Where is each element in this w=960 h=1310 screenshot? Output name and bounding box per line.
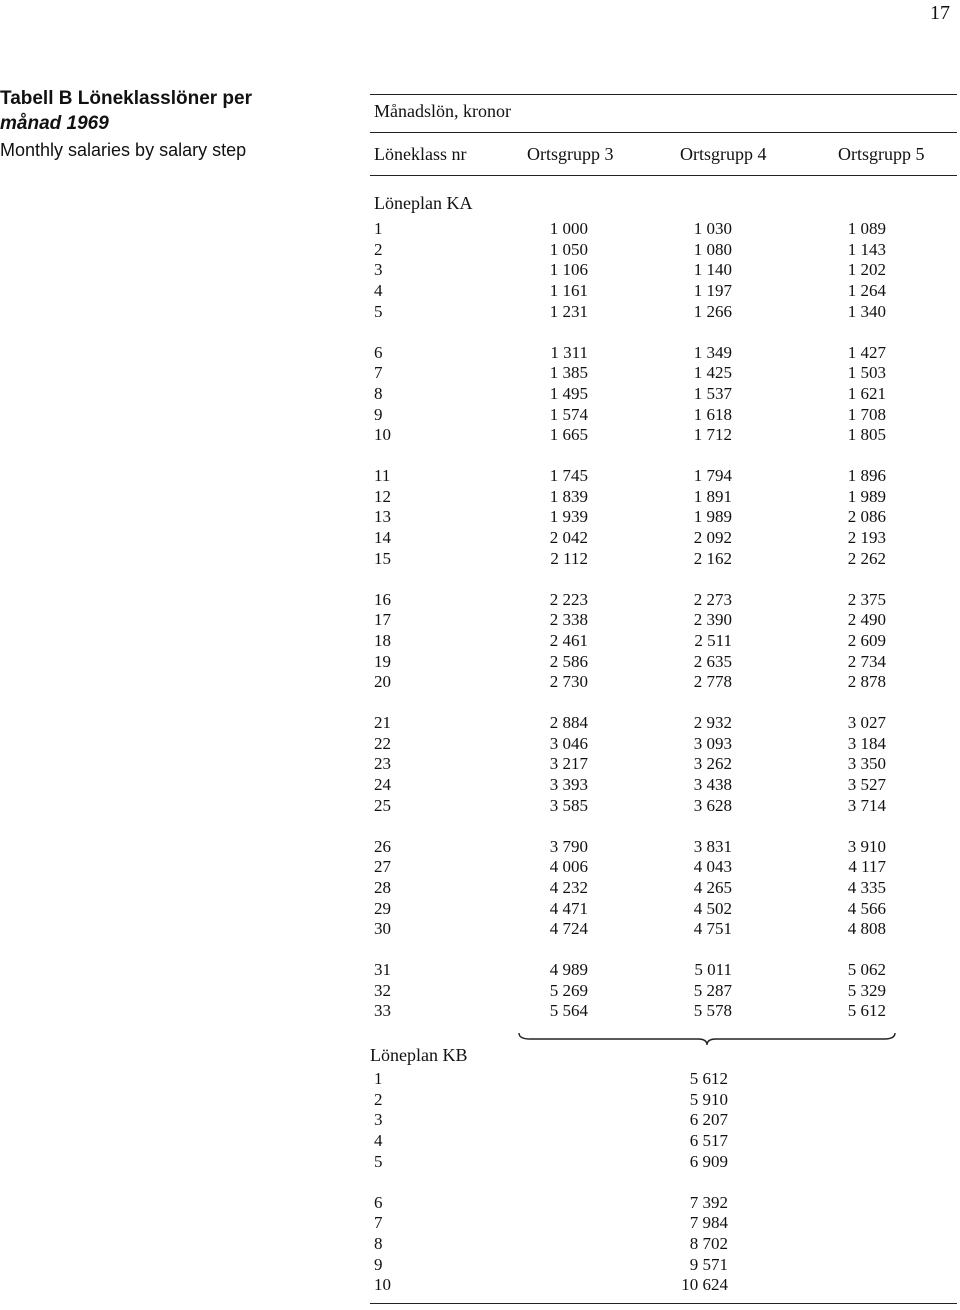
column-header-ortsgrupp-5: Ortsgrupp 5 xyxy=(838,144,925,164)
ortsgrupp-4-value: 3 093 xyxy=(693,733,732,753)
salary-class-number: 3 xyxy=(374,260,383,280)
salary-class-number: 10 xyxy=(374,425,391,445)
ortsgrupp-4-value: 3 628 xyxy=(693,795,732,815)
ortsgrupp-5-value: 3 027 xyxy=(847,713,886,732)
ortsgrupp-3-value: 1 106 xyxy=(549,260,588,280)
ortsgrupp-5-value: 1 896 xyxy=(847,466,886,485)
table-row xyxy=(0,280,960,301)
ortsgrupp-5-value: 1 089 xyxy=(847,219,886,238)
plan-kb-label: Löneplan KB xyxy=(370,1045,468,1065)
ortsgrupp-3-value: 1 050 xyxy=(549,239,588,259)
table-row xyxy=(0,527,960,548)
table-row xyxy=(0,795,960,816)
ortsgrupp-5-value: 1 427 xyxy=(847,342,886,362)
salary-class-number: 32 xyxy=(374,980,391,1000)
salary-class-number: 6 xyxy=(374,342,383,362)
ortsgrupp-5-value: 1 340 xyxy=(847,301,886,321)
ortsgrupp-3-value: 1 839 xyxy=(549,486,588,506)
salary-class-number: 10 xyxy=(374,1275,391,1295)
salary-class-number: 9 xyxy=(374,404,383,424)
ortsgrupp-5-value: 1 503 xyxy=(847,363,886,383)
ortsgrupp-3-value: 1 665 xyxy=(549,425,588,445)
table-row xyxy=(0,1068,960,1089)
ortsgrupp-3-value: 2 586 xyxy=(549,651,588,671)
ortsgrupp-4-value: 1 618 xyxy=(693,404,732,424)
ortsgrupp-4-value: 1 537 xyxy=(693,383,732,403)
salary-class-number: 11 xyxy=(374,466,391,485)
ortsgrupp-5-value: 2 262 xyxy=(847,548,886,568)
salary-class-number: 7 xyxy=(374,363,383,383)
salary-class-number: 18 xyxy=(374,630,391,650)
table-row xyxy=(0,856,960,877)
ortsgrupp-4-value: 3 831 xyxy=(693,836,732,856)
table-row xyxy=(0,404,960,425)
ortsgrupp-4-value: 4 502 xyxy=(693,898,732,918)
salary-value: 10 624 xyxy=(681,1275,728,1295)
ortsgrupp-4-value: 2 273 xyxy=(693,589,732,609)
ortsgrupp-3-value: 4 006 xyxy=(549,857,588,877)
ortsgrupp-4-value: 1 425 xyxy=(693,363,732,383)
ortsgrupp-5-value: 1 621 xyxy=(847,383,886,403)
ortsgrupp-4-value: 1 266 xyxy=(693,301,732,321)
ortsgrupp-4-value: 5 578 xyxy=(693,1001,732,1021)
salary-class-number: 13 xyxy=(374,507,391,527)
column-header-ortsgrupp-3: Ortsgrupp 3 xyxy=(527,144,614,164)
ortsgrupp-3-value: 2 112 xyxy=(550,548,588,568)
table-row xyxy=(0,609,960,630)
table-row xyxy=(0,218,960,239)
salary-class-number: 22 xyxy=(374,733,391,753)
salary-class-number: 24 xyxy=(374,775,391,795)
salary-class-number: 23 xyxy=(374,754,391,774)
ortsgrupp-3-value: 2 338 xyxy=(549,610,588,630)
ortsgrupp-4-value: 1 891 xyxy=(693,486,732,506)
salary-class-number: 5 xyxy=(374,1151,383,1171)
ortsgrupp-4-value: 4 751 xyxy=(693,919,732,939)
table-row xyxy=(0,342,960,363)
ortsgrupp-4-value: 1 080 xyxy=(693,239,732,259)
ortsgrupp-5-value: 2 193 xyxy=(847,528,886,548)
ortsgrupp-4-value: 1 712 xyxy=(693,425,732,445)
salary-value: 9 571 xyxy=(689,1254,728,1274)
table-row xyxy=(0,465,960,486)
ortsgrupp-4-value: 3 438 xyxy=(693,775,732,795)
ortsgrupp-5-value: 1 143 xyxy=(847,239,886,259)
ortsgrupp-4-value: 4 265 xyxy=(693,877,732,897)
ortsgrupp-4-value: 5 287 xyxy=(693,980,732,1000)
table-row xyxy=(0,898,960,919)
table-row xyxy=(0,589,960,610)
salary-class-number: 5 xyxy=(374,301,383,321)
salary-class-number: 1 xyxy=(374,219,383,238)
salary-class-number: 8 xyxy=(374,1233,383,1253)
ortsgrupp-5-value: 1 708 xyxy=(847,404,886,424)
table-row xyxy=(0,651,960,672)
ortsgrupp-4-value: 1 140 xyxy=(693,260,732,280)
ortsgrupp-5-value: 2 375 xyxy=(847,589,886,609)
salary-class-number: 7 xyxy=(374,1213,383,1233)
table-row xyxy=(0,753,960,774)
table-row xyxy=(0,506,960,527)
salary-class-number: 8 xyxy=(374,383,383,403)
ortsgrupp-4-value: 2 635 xyxy=(693,651,732,671)
salary-value: 7 392 xyxy=(689,1192,728,1212)
table-title-line-1: Tabell B Löneklasslöner per xyxy=(0,88,253,109)
ortsgrupp-4-value: 1 989 xyxy=(693,507,732,527)
unit-label: Månadslön, kronor xyxy=(374,101,511,121)
ortsgrupp-3-value: 5 269 xyxy=(549,980,588,1000)
ortsgrupp-4-value: 1 794 xyxy=(693,466,732,485)
table-row xyxy=(0,1233,960,1254)
table-row xyxy=(0,424,960,445)
ortsgrupp-5-value: 3 714 xyxy=(847,795,886,815)
ortsgrupp-5-value: 3 910 xyxy=(847,836,886,856)
ortsgrupp-5-value: 3 350 xyxy=(847,754,886,774)
ortsgrupp-5-value: 4 566 xyxy=(847,898,886,918)
salary-class-number: 33 xyxy=(374,1001,391,1021)
salary-class-number: 12 xyxy=(374,486,391,506)
bottom-rule xyxy=(370,1303,957,1304)
table-row xyxy=(0,836,960,857)
salary-class-number: 17 xyxy=(374,610,391,630)
ortsgrupp-5-value: 3 184 xyxy=(847,733,886,753)
ortsgrupp-3-value: 3 046 xyxy=(549,733,588,753)
ortsgrupp-4-value: 3 262 xyxy=(693,754,732,774)
table-row xyxy=(0,671,960,692)
ortsgrupp-4-value: 2 511 xyxy=(694,630,732,650)
ortsgrupp-5-value: 1 202 xyxy=(847,260,886,280)
ortsgrupp-3-value: 1 939 xyxy=(549,507,588,527)
table-row xyxy=(0,630,960,651)
ortsgrupp-3-value: 1 745 xyxy=(549,466,588,485)
ortsgrupp-5-value: 2 609 xyxy=(847,630,886,650)
ortsgrupp-5-value: 1 989 xyxy=(847,486,886,506)
table-row xyxy=(0,959,960,980)
table-row xyxy=(0,1130,960,1151)
ortsgrupp-3-value: 1 311 xyxy=(550,342,588,362)
salary-class-number: 1 xyxy=(374,1069,383,1088)
ortsgrupp-4-value: 2 390 xyxy=(693,610,732,630)
column-header-ortsgrupp-4: Ortsgrupp 4 xyxy=(680,144,767,164)
table-row xyxy=(0,239,960,260)
table-row xyxy=(0,1254,960,1275)
table-title-line-2: månad 1969 xyxy=(0,113,109,134)
page-number: 17 xyxy=(930,2,950,24)
table-row xyxy=(0,1109,960,1130)
ortsgrupp-4-value: 4 043 xyxy=(693,857,732,877)
ortsgrupp-3-value: 1 000 xyxy=(549,219,588,238)
ortsgrupp-5-value: 4 117 xyxy=(848,857,886,877)
salary-class-number: 27 xyxy=(374,857,391,877)
table-row xyxy=(0,1000,960,1021)
ortsgrupp-3-value: 3 790 xyxy=(549,836,588,856)
column-header-class: Löneklass nr xyxy=(374,144,467,164)
table-subtitle: Monthly salaries by salary step xyxy=(0,140,247,160)
ortsgrupp-3-value: 4 989 xyxy=(549,960,588,979)
salary-class-number: 20 xyxy=(374,672,391,692)
salary-class-number: 19 xyxy=(374,651,391,671)
table-row xyxy=(0,712,960,733)
salary-class-number: 4 xyxy=(374,1131,383,1151)
ortsgrupp-5-value: 2 086 xyxy=(847,507,886,527)
plan-ka-label: Löneplan KA xyxy=(374,193,473,213)
top-rule xyxy=(370,94,957,95)
table-row xyxy=(0,733,960,754)
ortsgrupp-3-value: 3 585 xyxy=(549,795,588,815)
salary-class-number: 16 xyxy=(374,589,391,609)
ortsgrupp-5-value: 3 527 xyxy=(847,775,886,795)
ortsgrupp-3-value: 5 564 xyxy=(549,1001,588,1021)
table-row xyxy=(0,1089,960,1110)
table-row xyxy=(0,383,960,404)
ortsgrupp-4-value: 2 092 xyxy=(693,528,732,548)
salary-value: 5 612 xyxy=(689,1069,728,1088)
ortsgrupp-4-value: 1 349 xyxy=(693,342,732,362)
ortsgrupp-3-value: 2 223 xyxy=(549,589,588,609)
salary-value: 8 702 xyxy=(689,1233,728,1253)
salary-class-number: 9 xyxy=(374,1254,383,1274)
salary-class-number: 29 xyxy=(374,898,391,918)
salary-class-number: 3 xyxy=(374,1110,383,1130)
salary-class-number: 30 xyxy=(374,919,391,939)
salary-class-number: 15 xyxy=(374,548,391,568)
ortsgrupp-5-value: 5 062 xyxy=(847,960,886,979)
ortsgrupp-3-value: 2 884 xyxy=(549,713,588,732)
ortsgrupp-3-value: 3 217 xyxy=(549,754,588,774)
ortsgrupp-3-value: 4 232 xyxy=(549,877,588,897)
table-row xyxy=(0,259,960,280)
ortsgrupp-5-value: 2 734 xyxy=(847,651,886,671)
salary-class-number: 6 xyxy=(374,1192,383,1212)
salary-class-number: 31 xyxy=(374,960,391,979)
ortsgrupp-5-value: 2 878 xyxy=(847,672,886,692)
table-row xyxy=(0,301,960,322)
ortsgrupp-5-value: 1 264 xyxy=(847,281,886,301)
table-row xyxy=(0,774,960,795)
salary-class-number: 25 xyxy=(374,795,391,815)
header-rule xyxy=(370,132,957,133)
salary-class-number: 28 xyxy=(374,877,391,897)
table-row xyxy=(0,1274,960,1295)
ortsgrupp-5-value: 2 490 xyxy=(847,610,886,630)
ortsgrupp-3-value: 1 385 xyxy=(549,363,588,383)
table-title-block xyxy=(0,86,360,162)
ortsgrupp-3-value: 2 042 xyxy=(549,528,588,548)
table-row xyxy=(0,1192,960,1213)
ortsgrupp-5-value: 5 329 xyxy=(847,980,886,1000)
ortsgrupp-4-value: 2 162 xyxy=(693,548,732,568)
merge-brace xyxy=(518,1030,896,1046)
table-row xyxy=(0,548,960,569)
column-header-rule xyxy=(370,175,957,176)
ortsgrupp-4-value: 2 778 xyxy=(693,672,732,692)
ortsgrupp-5-value: 5 612 xyxy=(847,1001,886,1021)
ortsgrupp-3-value: 3 393 xyxy=(549,775,588,795)
salary-class-number: 2 xyxy=(374,239,383,259)
ortsgrupp-5-value: 1 805 xyxy=(847,425,886,445)
ortsgrupp-3-value: 1 231 xyxy=(549,301,588,321)
salary-class-number: 14 xyxy=(374,528,391,548)
salary-value: 7 984 xyxy=(689,1213,728,1233)
ortsgrupp-5-value: 4 335 xyxy=(847,877,886,897)
ortsgrupp-3-value: 2 730 xyxy=(549,672,588,692)
ortsgrupp-4-value: 1 197 xyxy=(693,281,732,301)
salary-value: 6 909 xyxy=(689,1151,728,1171)
table-row xyxy=(0,486,960,507)
salary-class-number: 2 xyxy=(374,1089,383,1109)
salary-class-number: 21 xyxy=(374,713,391,732)
salary-class-number: 4 xyxy=(374,281,383,301)
ortsgrupp-3-value: 1 495 xyxy=(549,383,588,403)
table-row xyxy=(0,1212,960,1233)
ortsgrupp-3-value: 2 461 xyxy=(549,630,588,650)
ortsgrupp-3-value: 4 724 xyxy=(549,919,588,939)
salary-value: 6 517 xyxy=(689,1131,728,1151)
table-row xyxy=(0,1151,960,1172)
ortsgrupp-4-value: 5 011 xyxy=(694,960,732,979)
ortsgrupp-3-value: 4 471 xyxy=(549,898,588,918)
salary-value: 6 207 xyxy=(689,1110,728,1130)
ortsgrupp-5-value: 4 808 xyxy=(847,919,886,939)
table-row xyxy=(0,877,960,898)
salary-value: 5 910 xyxy=(689,1089,728,1109)
ortsgrupp-4-value: 2 932 xyxy=(693,713,732,732)
ortsgrupp-4-value: 1 030 xyxy=(693,219,732,238)
table-row xyxy=(0,980,960,1001)
salary-class-number: 26 xyxy=(374,836,391,856)
ortsgrupp-3-value: 1 574 xyxy=(549,404,588,424)
table-row xyxy=(0,918,960,939)
table-row xyxy=(0,362,960,383)
ortsgrupp-3-value: 1 161 xyxy=(549,281,588,301)
